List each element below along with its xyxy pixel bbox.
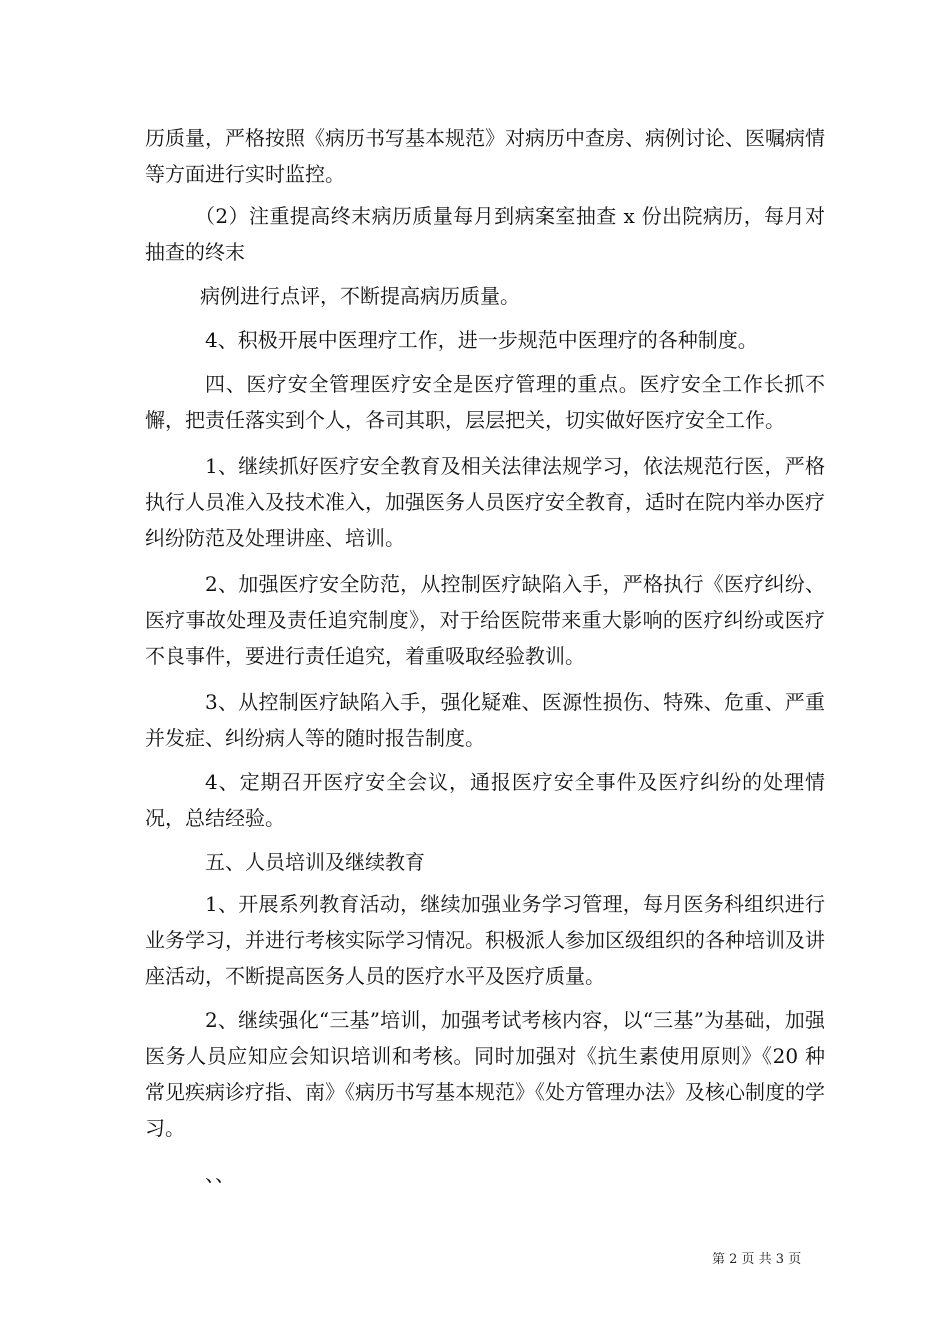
paragraph-terminal-record-check: （2）注重提高终末病历质量每月到病案室抽查 x 份出院病历，每月对抽查的终末	[145, 204, 825, 264]
document-body	[145, 120, 825, 1192]
section-heading-medical-safety: 四、医疗安全管理医疗安全是医疗管理的重点。医疗安全工作长抓不懈，把责任落实到个人，各司其职，层层把关，切实做好医疗安全工作。	[145, 372, 825, 432]
section-heading-training: 五、人员培训及继续教育	[205, 850, 425, 874]
paragraph-trailing-marks: 、、	[205, 1162, 235, 1186]
paragraph-medical-record-quality: 历质量，严格按照《病历书写基本规范》对病历中查房、病例讨论、医嘱病情等方面进行实时监控。	[145, 126, 825, 186]
paragraph-incident-reporting: 3、从控制医疗缺陷入手，强化疑难、医源性损伤、特殊、危重、严重并发症、纠纷病人等的随时报告制度。	[145, 690, 825, 750]
page-indicator: 第 2 页 共 3 页	[712, 1252, 802, 1267]
paragraph-safety-meetings: 4、定期召开医疗安全会议，通报医疗安全事件及医疗纠纷的处理情况，总结经验。	[145, 770, 825, 830]
paragraph-case-review: 病例进行点评，不断提高病历质量。	[200, 284, 520, 308]
paragraph-safety-prevention: 2、加强医疗安全防范，从控制医疗缺陷入手，严格执行《医疗纠纷、医疗事故处理及责任追究制度》，对于给医院带来重大影响的医疗纠纷或医疗不良事件，要进行责任追究，着重吸取经验教训。	[145, 572, 825, 668]
paragraph-three-basics-training: 2、继续强化“三基”培训，加强考试考核内容，以“三基”为基础，加强医务人员应知应会知识培训和考核。同时加强对《抗生素使用原则》《20 种常见疾病诊疗指、南》《病历书写基本规范》《处方管理办法》及核心制度的学习。	[145, 1008, 825, 1140]
paragraph-safety-education: 1、继续抓好医疗安全教育及相关法律法规学习，依法规范行医，严格执行人员准入及技术准入，加强医务人员医疗安全教育，适时在院内举办医疗纠纷防范及处理讲座、培训。	[145, 454, 825, 550]
paragraph-tcm-physiotherapy: 4、积极开展中医理疗工作，进一步规范中医理疗的各种制度。	[205, 328, 758, 352]
paragraph-education-activities: 1、开展系列教育活动，继续加强业务学习管理，每月医务科组织进行业务学习，并进行考核实际学习情况。积极派人参加区级组织的各种培训及讲座活动，不断提高医务人员的医疗水平及医疗质量。	[145, 892, 825, 988]
